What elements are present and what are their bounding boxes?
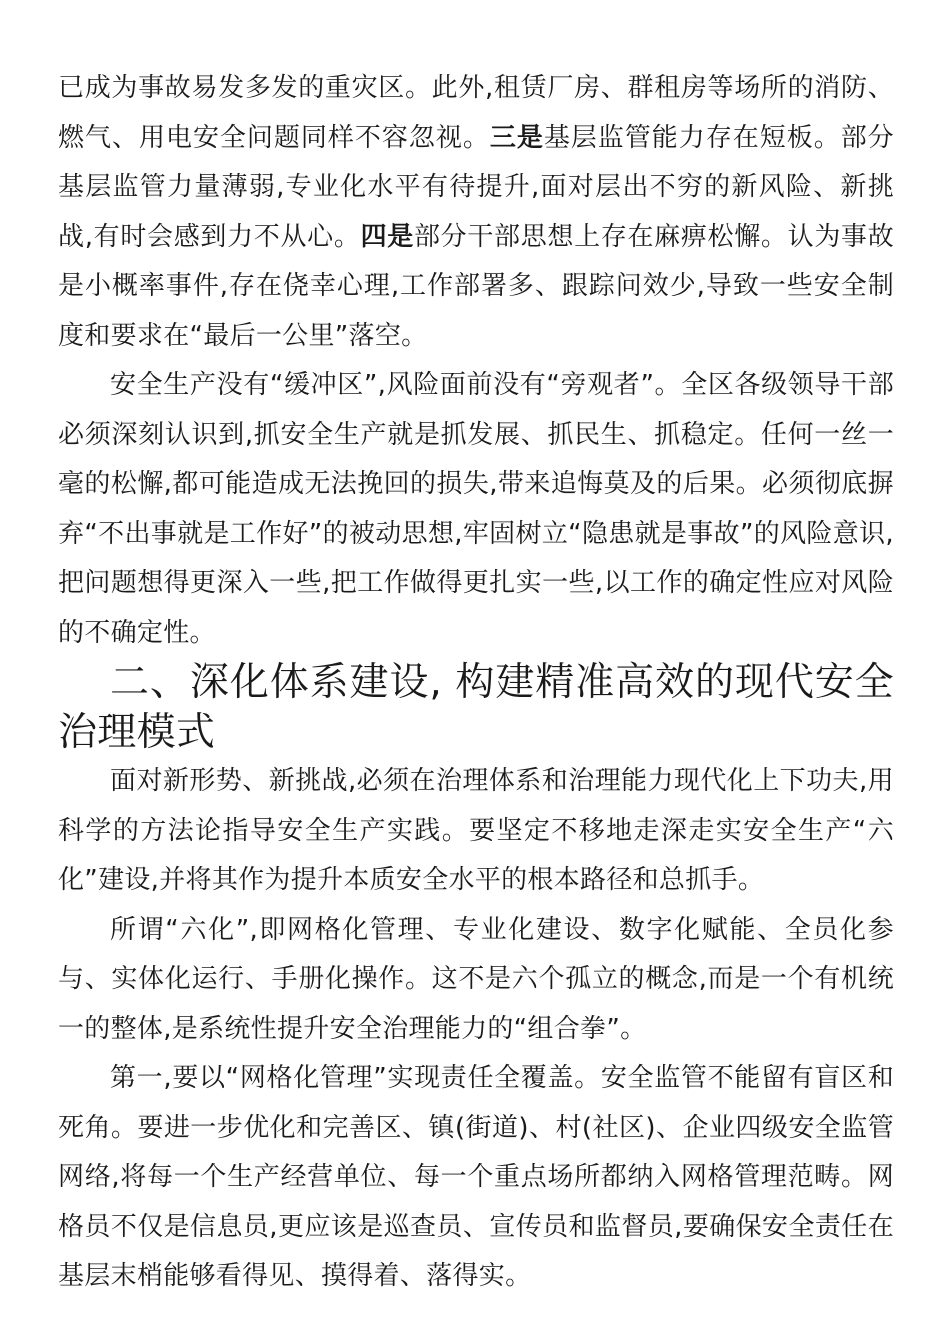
paragraph-six-modernizations: 所谓“六化”,即网格化管理、专业化建设、数字化赋能、全员化参与、实体化运行、手册化操作。这不是六个孤立的概念,而是一个有机统一的整体,是系统性提升安全治理能力的“组合拳”。 <box>58 914 894 1044</box>
paragraph-no-buffer-zone: 安全生产没有“缓冲区”,风险面前没有“旁观者”。全区各级领导干部必须深刻认识到,抓安全生产就是抓发展、抓民生、抓稳定。任何一丝一毫的松懈,都可能造成无法挽回的损失,带来追悔莫及的后果。必须彻底摒弃“不出事就是工作好”的被动思想,牢固树立“隐患就是事故”的风险意识,把问题想得更深入一些,把工作做得更扎实一些,以工作的确定性应对风险的不确定性。 <box>58 370 894 648</box>
paragraph-grid-management: 第一,要以“网格化管理”实现责任全覆盖。安全监管不能留有盲区和死角。要进一步优化和完善区、镇(街道)、村(社区)、企业四级安全监管网络,将每一个生产经营单位、每一个重点场所都纳入网格管理范畴。网格员不仅是信息员,更应该是巡查员、宣传员和监督员,要确保安全责任在基层末梢能够看得见、摸得着、落得实。 <box>58 1063 894 1291</box>
paragraph-text: 已成为事故易发多发的重灾区。此外,租赁厂房、群租房等场所的消防、燃气、用电安全问题同样不容忽视。 <box>58 73 894 153</box>
paragraph-text: 基层监管能力存在短板。部分基层监管力量薄弱,专业化水平有待提升,面对层出不穷的新风险、新挑战,有时会感到力不从心。 <box>58 122 894 252</box>
section-heading-two: 二、深化体系建设, 构建精准高效的现代安全治理模式 <box>58 660 894 755</box>
paragraph-new-challenges: 面对新形势、新挑战,必须在治理体系和治理能力现代化上下功夫,用科学的方法论指导安全生产实践。要坚定不移地走深走实安全生产“六化”建设,并将其作为提升本质安全水平的根本路径和总抓手。 <box>58 766 894 895</box>
paragraph-continued <box>58 64 894 361</box>
document-body <box>58 64 894 1302</box>
bold-marker-four: 四是 <box>360 221 414 252</box>
bold-marker-three: 三是 <box>489 122 544 153</box>
paragraph-text: 部分干部思想上存在麻痹松懈。认为事故是小概率事件,存在侥幸心理,工作部署多、跟踪问效少,导致一些安全制度和要求在“最后一公里”落空。 <box>58 221 894 351</box>
